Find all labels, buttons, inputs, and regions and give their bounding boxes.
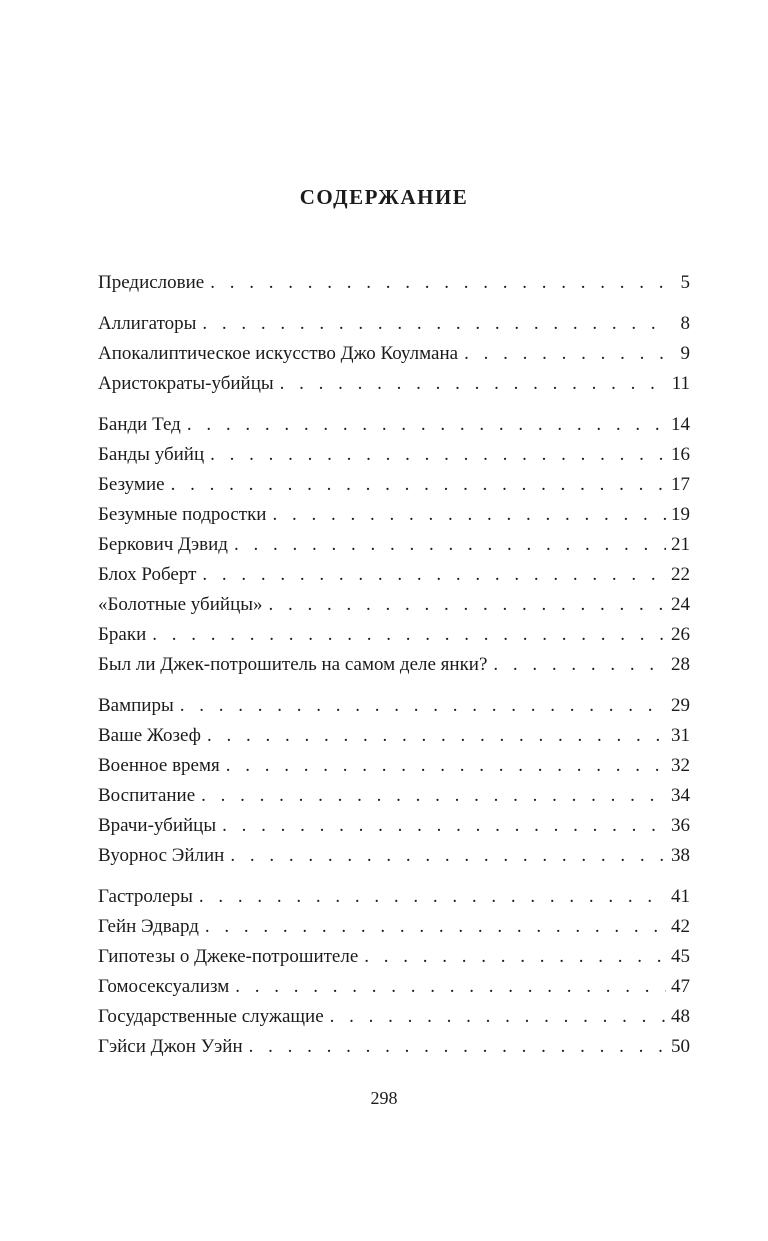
toc-entry	[98, 1032, 690, 1062]
toc-entry-label: Был ли Джек-потрошитель на самом деле янки?	[98, 654, 488, 675]
toc-entry-page: 11	[671, 373, 690, 394]
dot-leader	[207, 721, 666, 751]
toc-entry	[98, 811, 690, 841]
toc-entry	[98, 590, 690, 620]
toc-entry-page: 45	[671, 946, 690, 967]
dot-leader	[205, 912, 666, 942]
toc-entry-label: Гейн Эдвард	[98, 916, 199, 937]
toc-entry-label: «Болотные убийцы»	[98, 594, 263, 615]
toc-entry-label: Банди Тед	[98, 414, 181, 435]
toc-entry-label: Банды убийц	[98, 444, 205, 465]
toc-group	[98, 882, 690, 1062]
toc-entry-page: 16	[671, 444, 690, 465]
toc-group	[98, 268, 690, 298]
dot-leader	[199, 882, 666, 912]
toc-entry-page: 26	[671, 624, 690, 645]
toc-entry-page: 28	[671, 654, 690, 675]
toc-entry-page: 8	[680, 313, 690, 334]
dot-leader	[280, 369, 666, 399]
dot-leader	[330, 1002, 666, 1032]
toc-entry-page: 22	[671, 564, 690, 585]
toc-entry	[98, 339, 690, 369]
toc-entry	[98, 309, 690, 339]
toc-entry-page: 32	[671, 755, 690, 776]
dot-leader	[464, 339, 666, 369]
toc-entry-page: 5	[680, 272, 690, 293]
toc-entry-label: Воспитание	[98, 785, 196, 806]
toc-entry-label: Аллигаторы	[98, 313, 197, 334]
toc-entry-label: Безумие	[98, 474, 165, 495]
dot-leader	[152, 620, 666, 650]
toc-entry	[98, 410, 690, 440]
toc-entry-label: Беркович Дэвид	[98, 534, 228, 555]
toc-entry-label: Апокалиптическое искусство Джо Коулмана	[98, 343, 459, 364]
toc-entry-label: Гипотезы о Джеке-потрошителе	[98, 946, 359, 967]
toc-entry-page: 29	[671, 695, 690, 716]
toc	[98, 268, 690, 1073]
toc-entry-label: Военное время	[98, 755, 220, 776]
dot-leader	[180, 691, 666, 721]
toc-entry	[98, 912, 690, 942]
toc-entry-label: Гастролеры	[98, 886, 193, 907]
toc-entry-page: 17	[671, 474, 690, 495]
dot-leader	[234, 530, 666, 560]
dot-leader	[493, 650, 666, 680]
dot-leader	[272, 500, 666, 530]
toc-entry	[98, 691, 690, 721]
toc-group	[98, 410, 690, 680]
toc-entry-label: Предисловие	[98, 272, 205, 293]
toc-entry-label: Гэйси Джон Уэйн	[98, 1036, 243, 1057]
toc-entry-page: 42	[671, 916, 690, 937]
toc-entry	[98, 942, 690, 972]
dot-leader	[210, 268, 666, 298]
dot-leader	[235, 972, 666, 1002]
toc-entry-label: Врачи-убийцы	[98, 815, 217, 836]
toc-entry-page: 9	[680, 343, 690, 364]
toc-entry	[98, 440, 690, 470]
toc-entry	[98, 841, 690, 871]
page-title: СОДЕРЖАНИЕ	[299, 185, 469, 209]
toc-entry	[98, 369, 690, 399]
toc-group	[98, 309, 690, 399]
toc-entry-page: 36	[671, 815, 690, 836]
toc-entry-page: 48	[671, 1006, 690, 1027]
dot-leader	[210, 440, 666, 470]
toc-entry	[98, 500, 690, 530]
toc-entry-page: 14	[671, 414, 690, 435]
toc-entry-label: Аристократы-убийцы	[98, 373, 274, 394]
toc-entry-page: 38	[671, 845, 690, 866]
dot-leader	[171, 470, 666, 500]
toc-entry	[98, 751, 690, 781]
toc-entry-page: 21	[671, 534, 690, 555]
toc-entry-label: Блох Роберт	[98, 564, 197, 585]
toc-entry	[98, 268, 690, 298]
toc-entry	[98, 721, 690, 751]
toc-group	[98, 691, 690, 871]
toc-entry-label: Ваше Жозеф	[98, 725, 201, 746]
toc-entry-page: 19	[671, 504, 690, 525]
footer-page-number: 298	[370, 1088, 398, 1108]
dot-leader	[269, 590, 667, 620]
toc-entry-page: 50	[671, 1036, 690, 1057]
toc-entry-label: Браки	[98, 624, 147, 645]
toc-entry-label: Вампиры	[98, 695, 174, 716]
toc-entry-page: 47	[671, 976, 690, 997]
toc-entry-page: 41	[671, 886, 690, 907]
toc-entry-label: Государственные служащие	[98, 1006, 324, 1027]
toc-entry-page: 24	[671, 594, 690, 615]
toc-entry	[98, 972, 690, 1002]
toc-entry	[98, 560, 690, 590]
dot-leader	[249, 1032, 666, 1062]
dot-leader	[226, 751, 666, 781]
toc-entry-label: Вуорнос Эйлин	[98, 845, 225, 866]
toc-entry	[98, 781, 690, 811]
dot-leader	[187, 410, 666, 440]
dot-leader	[202, 309, 666, 339]
toc-entry	[98, 650, 690, 680]
toc-entry	[98, 882, 690, 912]
toc-entry	[98, 530, 690, 560]
dot-leader	[230, 841, 666, 871]
dot-leader	[222, 811, 666, 841]
toc-entry-page: 31	[671, 725, 690, 746]
dot-leader	[201, 781, 666, 811]
dot-leader	[364, 942, 666, 972]
toc-entry	[98, 470, 690, 500]
toc-entry-label: Безумные подростки	[98, 504, 267, 525]
toc-entry	[98, 1002, 690, 1032]
toc-entry-label: Гомосексуализм	[98, 976, 230, 997]
toc-entry-page: 34	[671, 785, 690, 806]
dot-leader	[202, 560, 666, 590]
toc-entry	[98, 620, 690, 650]
